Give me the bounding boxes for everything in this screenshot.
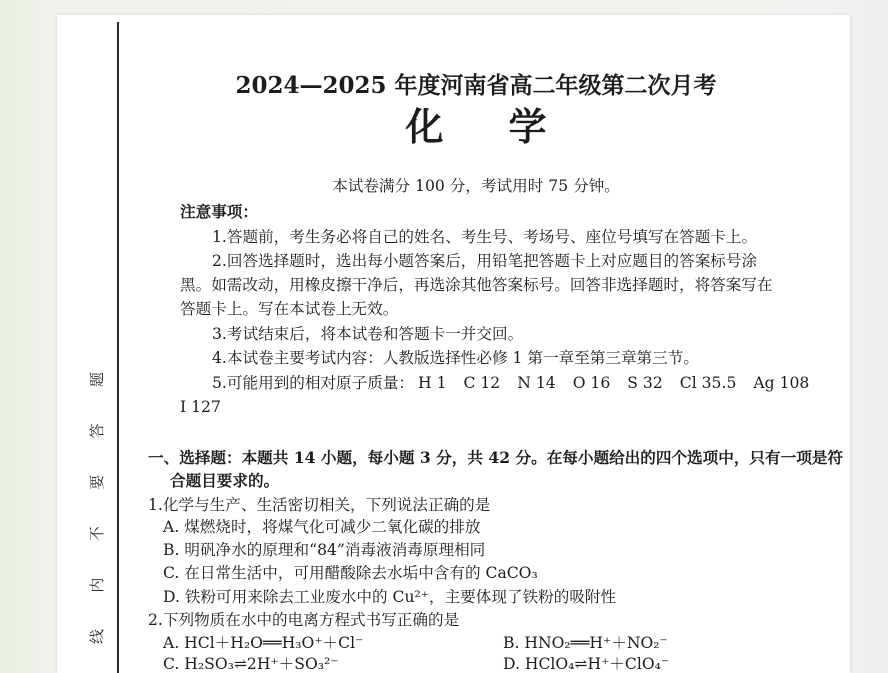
notice-item-3: 3.考试结束后，将本试卷和答题卡一并交回。 [212, 325, 524, 343]
notice-item-5-label: 5.可能用到的相对原子质量： [212, 374, 415, 392]
notice-item-2-line-2: 黑。如需改动，用橡皮擦干净后，再选涂其他答案标号。回答非选择题时，将答案写在 [180, 276, 773, 294]
notice-item-5 [212, 373, 809, 393]
notice-heading: 注意事项： [180, 202, 258, 221]
question-1-option-a: A. 煤燃烧时，将煤气化可减少二氧化碳的排放 [163, 518, 481, 536]
notice-item-4: 4.本试卷主要考试内容：人教版选择性必修 1 第一章至第三章第三节。 [212, 349, 699, 367]
atomic-mass-o: O 16 [572, 374, 611, 392]
atomic-mass-h: H 1 [418, 374, 447, 392]
exam-subject [157, 105, 795, 149]
subject-char-1: 化 [405, 104, 444, 149]
question-1-option-c: C. 在日常生活中，可用醋酸除去水垢中含有的 CaCO₃ [163, 564, 538, 582]
atomic-mass-c: C 12 [463, 374, 501, 392]
atomic-mass-s: S 32 [627, 374, 663, 392]
question-2-option-a: A. HCl＋H₂O══H₃O⁺＋Cl⁻ [163, 634, 364, 652]
atomic-mass-cl: Cl 35.5 [679, 374, 737, 392]
exam-title: 2024—2025 年度河南省高二年级第二次月考 [235, 72, 717, 99]
exam-page [57, 15, 850, 673]
section-1-heading-line-1: 一、选择题：本题共 14 小题，每小题 3 分，共 42 分。在每小题给出的四个选项中，只有一项是符 [148, 448, 843, 467]
question-2-stem: 2.下列物质在水中的电离方程式书写正确的是 [148, 611, 460, 629]
notice-item-2-line-1: 2.回答选择题时，选出每小题答案后，用铅笔把答题卡上对应题目的答案标号涂 [212, 252, 758, 270]
question-2-option-c: C. H₂SO₃⇌2H⁺＋SO₃²⁻ [163, 655, 339, 673]
atomic-mass-n: N 14 [517, 374, 556, 392]
question-2-option-d: D. HClO₄⇌H⁺＋ClO₄⁻ [503, 655, 670, 673]
binding-line [117, 22, 119, 673]
question-2-option-b: B. HNO₂══H⁺＋NO₂⁻ [503, 634, 668, 652]
binding-margin-notice-text: 线内不要答题 [88, 335, 106, 644]
section-1-heading-line-2: 合题目要求的。 [170, 471, 280, 490]
question-1-stem: 1.化学与生产、生活密切相关，下列说法正确的是 [148, 496, 491, 514]
atomic-mass-i: I 127 [180, 398, 221, 416]
atomic-mass-ag: Ag 108 [753, 374, 810, 392]
notice-item-1: 1.答题前，考生务必将自己的姓名、考生号、考场号、座位号填写在答题卡上。 [212, 228, 758, 246]
binding-margin-notice [88, 335, 106, 644]
question-1-option-b: B. 明矾净水的原理和“84”消毒液消毒原理相同 [163, 541, 486, 559]
question-1-option-d: D. 铁粉可用来除去工业废水中的 Cu²⁺，主要体现了铁粉的吸附性 [163, 588, 617, 606]
subject-char-2: 学 [508, 104, 547, 149]
notice-item-2-line-3: 答题卡上。写在本试卷上无效。 [180, 300, 399, 318]
exam-info: 本试卷满分 100 分，考试用时 75 分钟。 [332, 177, 620, 195]
